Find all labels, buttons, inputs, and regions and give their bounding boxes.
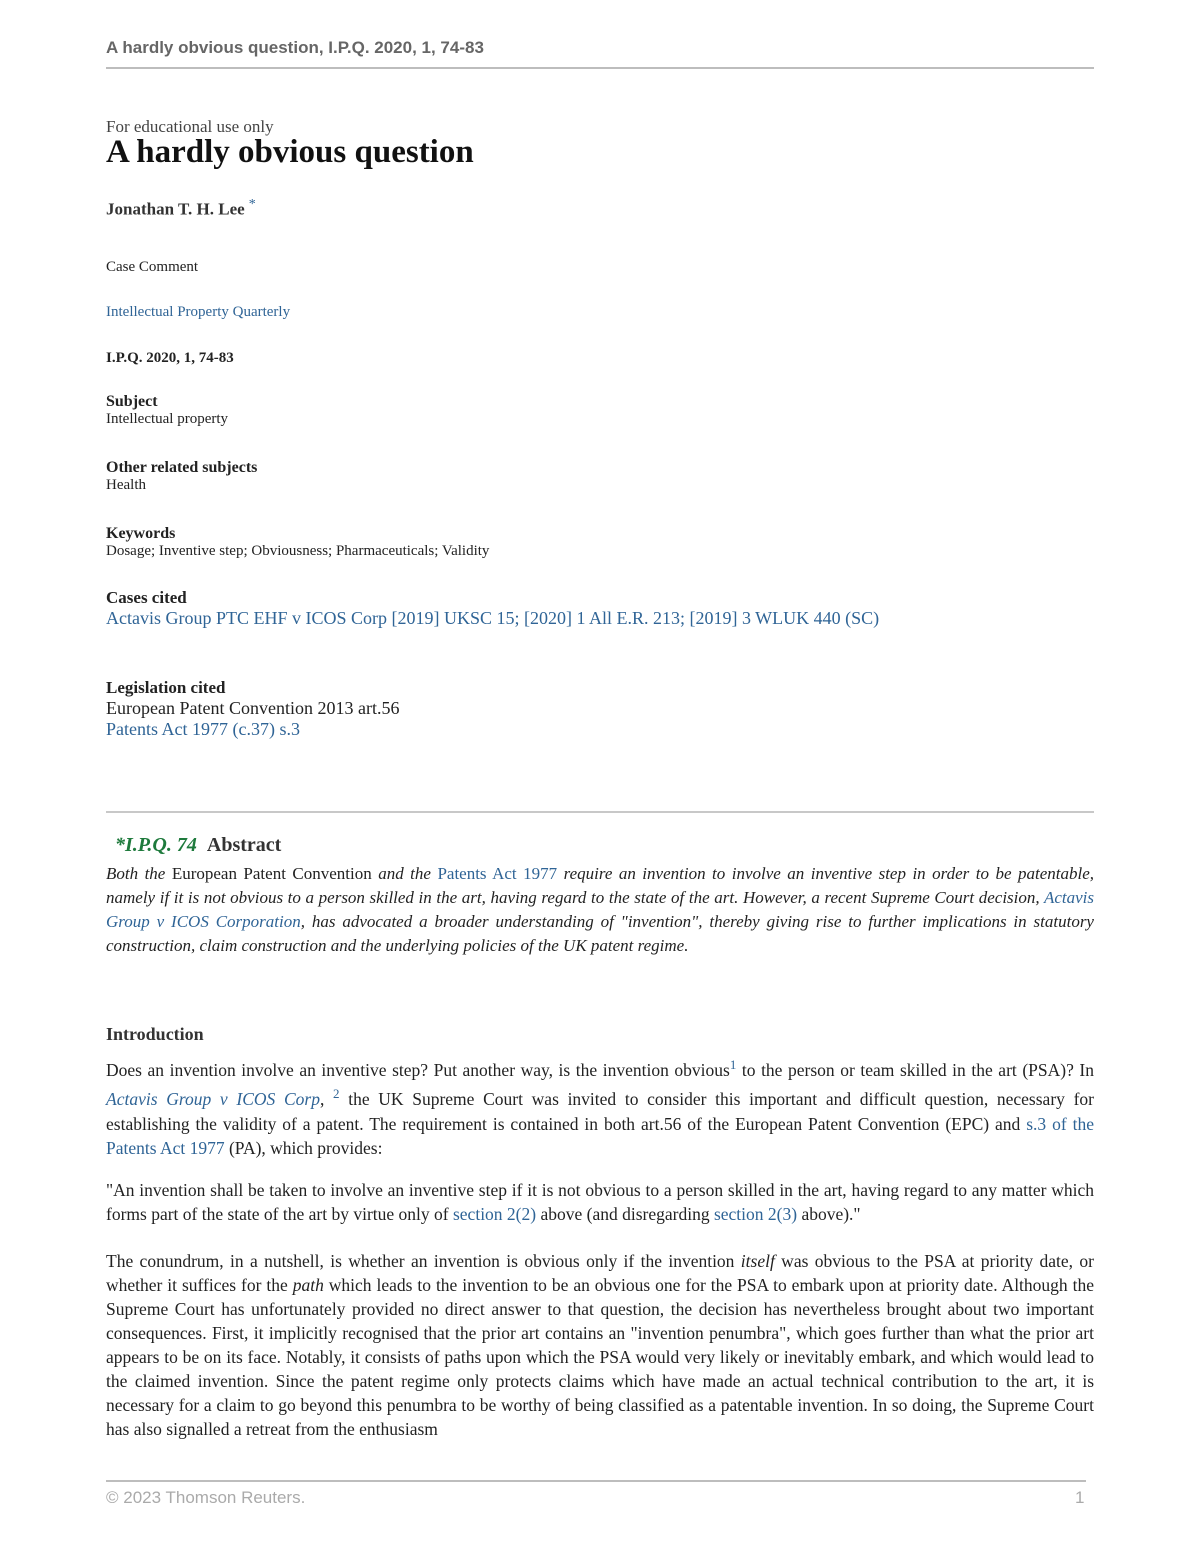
emphasis-itself: itself (740, 1251, 775, 1271)
abstract-heading (115, 834, 281, 857)
abstract-case-link[interactable]: Actavis Group v ICOS Corporation (106, 888, 1094, 931)
paragraph-seg: above (and disregarding (536, 1204, 714, 1224)
patents-act-s3-link[interactable]: s.3 of the Patents Act 1977 (106, 1113, 1094, 1159)
legislation-label: Legislation cited (106, 678, 226, 697)
section-2-3-link[interactable]: section 2(3) (713, 1204, 798, 1224)
legislation-block (106, 678, 399, 740)
keywords-label: Keywords (106, 525, 176, 542)
running-header: A hardly obvious question, I.P.Q. 2020, 1, 74-83 (106, 38, 484, 57)
header-divider (106, 67, 1094, 69)
cases-cited-link[interactable]: Actavis Group PTC EHF v ICOS Corp [2019] UKSC 15; [2020] 1 All E.R. 213; [2019] 3 WLUK 440 (SC) (106, 608, 880, 628)
page-star-reference: *I.P.Q. 74 (115, 834, 197, 856)
abstract-patents-act-link[interactable]: Patents Act 1977 (437, 864, 558, 883)
abstract-text (106, 862, 1094, 958)
paragraph-seg: was obvious to the PSA at priority date, or whether it suffices for the (106, 1251, 1094, 1295)
related-subjects-value: Health (106, 477, 146, 493)
paragraph-seg: Does an invention involve an inventive step? Put another way, is the invention obvious (106, 1059, 730, 1080)
statutory-quote (106, 1178, 1094, 1226)
subject-label: Subject (106, 393, 158, 410)
cases-cited-label: Cases cited (106, 588, 187, 607)
citation: I.P.Q. 2020, 1, 74-83 (106, 350, 234, 366)
intro-paragraph-1 (106, 1053, 1094, 1161)
abstract-seg: require an invention to involve an inventive step in order to be patentable, namely if it is not obvious to a person skilled in the art, having regard to the state of the art. However, a recent Supreme Court decision, (106, 864, 1094, 907)
copyright-notice: © 2023 Thomson Reuters. (106, 1488, 306, 1507)
author-name: Jonathan T. H. Lee (106, 199, 245, 219)
case-link[interactable]: Actavis Group v ICOS Corp (106, 1089, 320, 1110)
paragraph-seg: (PA), which provides: (224, 1138, 383, 1159)
abstract-seg: and the (371, 864, 438, 883)
subject-value: Intellectual property (106, 411, 229, 427)
paragraph-seg: above)." (797, 1204, 861, 1224)
paragraph-seg: which leads to the invention to be an obvious one for the PSA to embark upon at priority date. Although the Supreme Court has unfortunately provided no direct answer to that question, the decision has nevertheless brought about two important consequences. First, it implicitly recognised that the prior art contains an "invention penumbra", which goes further than what the prior art appears to be on its face. Notably, it consists of paths upon which the PSA would very likely or inevitably embark, and which would lead to the claimed invention. Since the patent regime only protects claims which have made an actual technical contribution to the art, it is necessary for a claim to go beyond this penumbra to be worthy of being classified as a patentable invention. In so doing, the Supreme Court has also signalled a retreat from the enthusiasm (106, 1275, 1094, 1439)
page-number: 1 (1075, 1488, 1085, 1507)
journal-link-text[interactable]: Intellectual Property Quarterly (106, 304, 291, 320)
footnote-2-link[interactable]: 2 (333, 1086, 340, 1102)
abstract-seg: , has advocated a broader understanding of "invention", thereby giving rise to further implications in statutory construction, claim construction and the underlying policies of the UK patent regime. (106, 912, 1094, 955)
document-type: Case Comment (106, 259, 199, 275)
journal-link[interactable] (106, 304, 290, 321)
paragraph-seg: "An invention shall be taken to involve an inventive step if it is not obvious to a person skilled in the art, having regard to any matter which forms part of the state of the art by virtue only of (106, 1180, 1094, 1224)
abstract-title: Abstract (206, 834, 282, 856)
section-divider (106, 811, 1094, 813)
abstract-epc-ref: European Patent Convention (171, 864, 372, 883)
related-subjects-label: Other related subjects (106, 459, 258, 476)
subject-block (106, 393, 228, 428)
keywords-value: Dosage; Inventive step; Obviousness; Pharmaceuticals; Validity (106, 543, 490, 559)
introduction-heading: Introduction (106, 1024, 204, 1044)
emphasis-path: path (292, 1275, 324, 1295)
author-footnote-link[interactable]: * (248, 197, 256, 212)
educational-use-notice: For educational use only (106, 117, 274, 136)
paragraph-seg: The conundrum, in a nutshell, is whether an invention is obvious only if the invention (106, 1251, 741, 1271)
legislation-patents-act-link[interactable]: Patents Act 1977 (c.37) s.3 (106, 719, 300, 739)
footnote-1-link[interactable]: 1 (729, 1057, 737, 1072)
paragraph-seg: , (319, 1089, 334, 1110)
footer-divider (106, 1480, 1086, 1482)
legislation-epc: European Patent Convention 2013 art.56 (106, 698, 400, 718)
intro-paragraph-3 (106, 1249, 1094, 1439)
author (106, 197, 256, 220)
cases-cited-block (106, 588, 879, 629)
paragraph-seg: the UK Supreme Court was invited to consider this important and difficult question, necessary for establishing the validity of a patent. The requirement is contained in both art.56 of the European Patent Convention (EPC) and (106, 1089, 1094, 1134)
document-title: A hardly obvious question (106, 134, 474, 170)
keywords-block (106, 525, 489, 560)
abstract-seg: Both the (106, 864, 172, 883)
section-2-2-link[interactable]: section 2(2) (452, 1204, 537, 1224)
related-subjects-block (106, 459, 257, 494)
paragraph-seg: to the person or team skilled in the art (PSA)? In (736, 1059, 1095, 1080)
